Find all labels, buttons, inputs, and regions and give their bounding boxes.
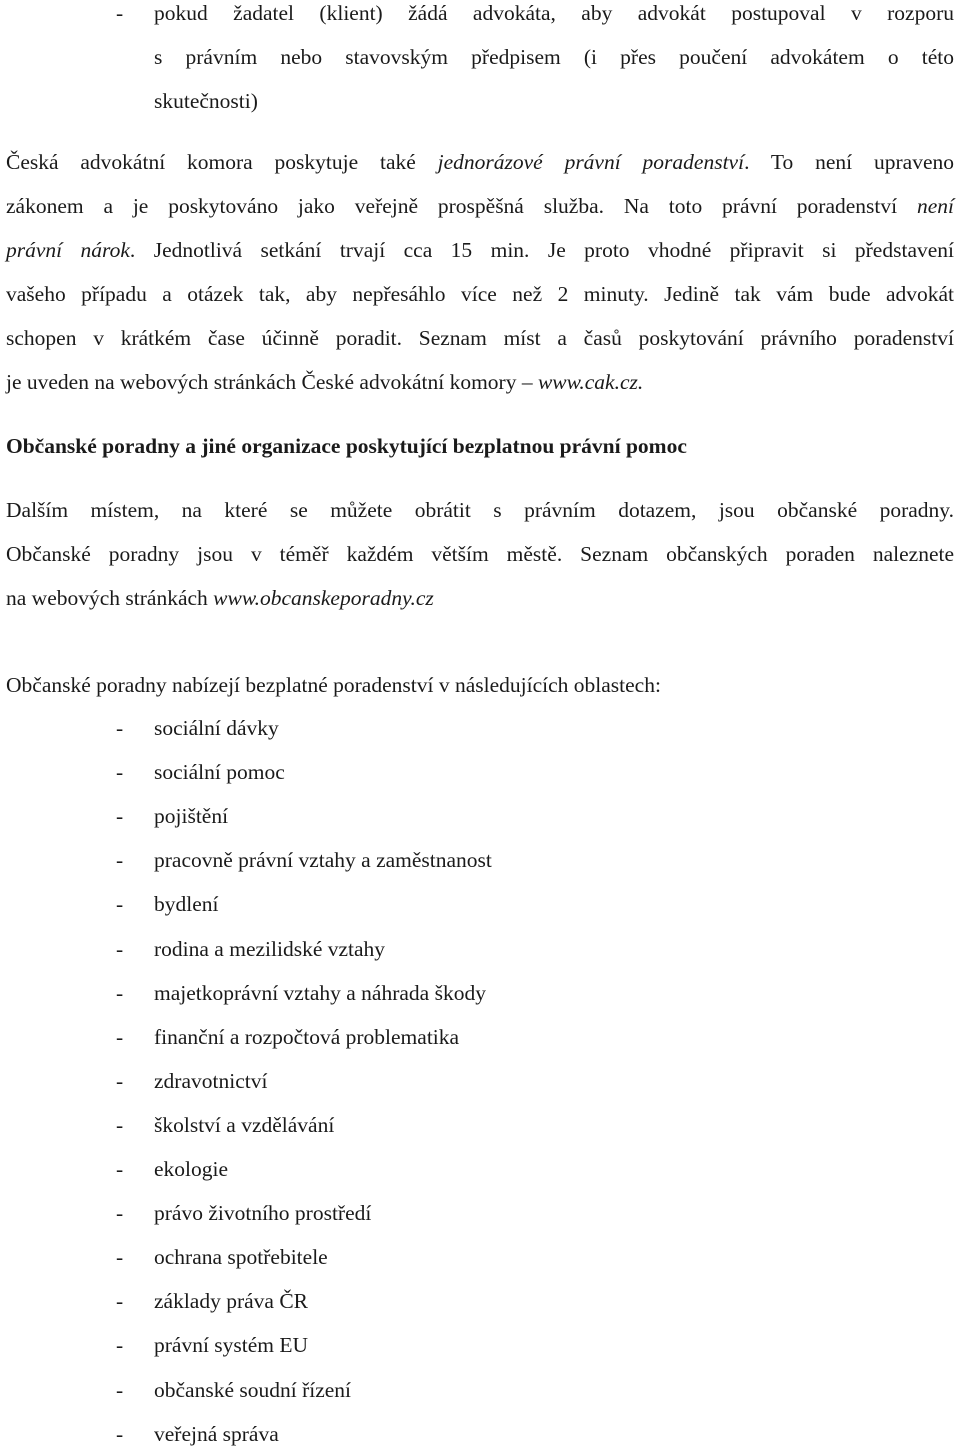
poradny-line-3 [6,576,954,620]
list-item-label: sociální dávky [154,716,279,740]
text-run: na webových stránkách [6,586,214,610]
poradny-line-1: Dalším místem, na které se můžete obrátit s právním dotazem, jsou občanské poradny. [6,498,954,522]
list-item-label: rodina a mezilidské vztahy [154,936,386,961]
list-item [0,1147,960,1191]
areas-intro [6,663,954,707]
list-item-label: ochrana spotřebitele [154,1245,328,1270]
list-dash: - [116,1245,124,1270]
list-dash: - [116,1377,124,1402]
list-item [0,1103,960,1147]
list-item [0,1015,960,1059]
list-dash: - [116,760,124,785]
citizen-advice-paragraph [6,488,954,620]
cak-line-4: vašeho případu a otázek tak, aby nepřesáhlo více než 2 minuty. Jedině tak vám bude advokát [6,282,954,306]
list-item-label: právní systém EU [154,1333,309,1358]
list-item-label: občanské soudní řízení [154,1377,352,1402]
bullet-text [154,0,954,123]
emphasis-not: není [916,194,954,218]
cak-line-5: schopen v krátkém čase účinně poradit. Seznam míst a časů poskytování právního poradenství [6,326,954,350]
list-item-label: zdravotnictví [154,1068,268,1093]
list-item [0,1412,960,1456]
list-item [0,1235,960,1279]
list-item [0,971,960,1015]
list-item [0,838,960,882]
list-dash: - [116,936,124,961]
list-item [0,927,960,971]
list-item-label: školství a vzdělávání [154,1112,335,1137]
list-dash: - [116,716,124,740]
list-dash: - [116,1289,124,1314]
bullet-line-1: pokud žadatel (klient) žádá advokáta, aby advokát postupoval v rozporu [154,1,954,25]
list-item [0,794,960,838]
list-dash: - [116,1024,124,1049]
poradny-line-2: Občanské poradny jsou v téměř každém větším městě. Seznam občanských poraden naleznete [6,542,954,566]
cak-line-2 [6,184,954,228]
list-item-label: pracovně právní vztahy a zaměstnanost [154,848,492,873]
list-dash: - [116,892,124,917]
list-dash: - [116,848,124,873]
areas-intro-text: Občanské poradny nabízejí bezplatné poradenství v následujících oblastech: [6,673,661,697]
list-dash: - [116,804,124,829]
list-item-label: pojištění [154,804,229,829]
list-item [0,1323,960,1367]
list-dash: - [116,1068,124,1093]
list-item-label: právo životního prostředí [154,1201,372,1226]
bullet-line-3: skutečnosti) [154,89,258,113]
text-run: Česká advokátní komora poskytuje také [6,150,438,174]
list-item [0,1279,960,1323]
obcanskeporadny-website-link[interactable]: www.obcanskeporadny.cz [213,586,434,610]
list-item-label: finanční a rozpočtová problematika [154,1024,460,1049]
list-item-label: veřejná správa [154,1421,279,1446]
list-item [0,1059,960,1103]
list-item-label: ekologie [154,1157,229,1181]
list-item [0,706,960,750]
list-item-label: sociální pomoc [154,760,285,785]
cak-line-3 [6,228,954,272]
list-item [0,1191,960,1235]
section-heading: Občanské poradny a jiné organizace poskytující bezplatnou právní pomoc [6,434,687,458]
list-item [0,750,960,794]
emphasis-one-time-advice: jednorázové právní poradenství [437,150,745,174]
bullet-line-2: s právním nebo stavovským předpisem (i přes poučení advokátem o této [154,45,954,69]
list-dash: - [116,980,124,1005]
list-dash: - [116,1333,124,1358]
text-run: . Jednotlivá setkání trvají cca 15 min. Je proto vhodné připravit si představení [129,238,954,262]
emphasis-legal-claim: právní nárok [6,238,130,262]
cak-line-6 [6,360,954,404]
list-item-label: základy práva ČR [154,1289,309,1314]
list-item [0,1368,960,1412]
list-dash: - [116,1421,124,1446]
list-dash: - [116,1112,124,1137]
text-run: zákonem a je poskytováno jako veřejně prospěšná služba. Na toto právní poradenství [6,194,917,218]
bullet-dash: - [116,1,124,25]
text-run: . To není upraveno [744,150,954,174]
list-dash: - [116,1157,124,1181]
cak-line-1 [6,140,954,184]
list-item-label: majetkoprávní vztahy a náhrada škody [154,980,486,1005]
cak-website-link[interactable]: www.cak.cz. [537,370,644,394]
list-item [0,882,960,926]
list-dash: - [116,1201,124,1226]
cak-advice-paragraph [6,140,954,404]
text-run: je uveden na webových stránkách České advokátní komory – [6,370,538,394]
bullet-item-attorney-refusal [0,0,960,123]
list-item-label: bydlení [154,892,219,917]
